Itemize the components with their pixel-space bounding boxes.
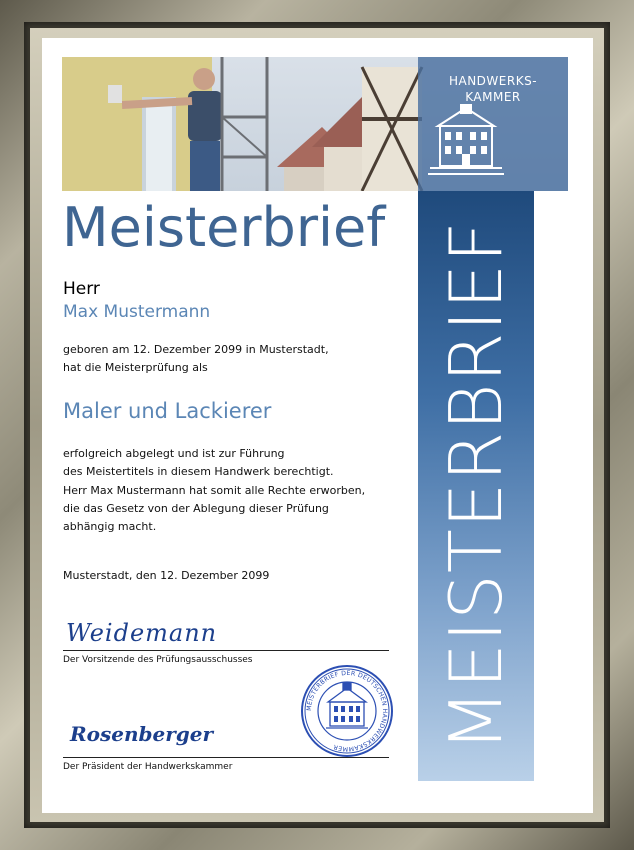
signature-president: Rosenberger: [70, 722, 213, 746]
birth-line-1: geboren am 12. Dezember 2099 in Musterstadt,: [63, 343, 329, 356]
seal-ring-text: MEISTERBRIEF DER DEUTSCHEN HANDWERKSKAMMER: [305, 669, 389, 753]
body-line-3: Herr Max Mustermann hat somit alle Rechte erworben,: [63, 484, 366, 497]
header-banner-photo: [62, 57, 568, 191]
organization-line-2: KAMMER: [465, 90, 521, 104]
organization-name: [418, 73, 568, 105]
guild-hall-icon: [428, 104, 504, 178]
official-seal-stamp: [300, 664, 394, 758]
organization-line-1: HANDWERKS-: [448, 74, 538, 88]
body-line-4: die das Gesetz von der Ablegung dieser Prüfung: [63, 502, 329, 515]
signature-chairman: Weidemann: [66, 619, 218, 647]
certificate-title: Meisterbrief: [62, 196, 386, 259]
place-and-date: Musterstadt, den 12. Dezember 2099: [63, 569, 270, 582]
trade-name: Maler und Lackierer: [63, 399, 272, 423]
birth-line-2: hat die Meisterprüfung als: [63, 361, 208, 374]
body-line-5: abhängig macht.: [63, 520, 157, 533]
vertical-title: MEISTERBRIEF: [434, 220, 518, 752]
body-line-2: des Meistertitels in diesem Handwerk berechtigt.: [63, 465, 334, 478]
recipient-salutation: Herr: [63, 279, 100, 299]
signature-caption-2: Der Präsident der Handwerkskammer: [63, 762, 233, 772]
body-line-1: erfolgreich abgelegt und ist zur Führung: [63, 447, 285, 460]
signature-caption-1: Der Vorsitzende des Prüfungsausschusses: [63, 655, 253, 665]
signature-line-1: [63, 650, 389, 651]
recipient-name: Max Mustermann: [63, 302, 211, 322]
